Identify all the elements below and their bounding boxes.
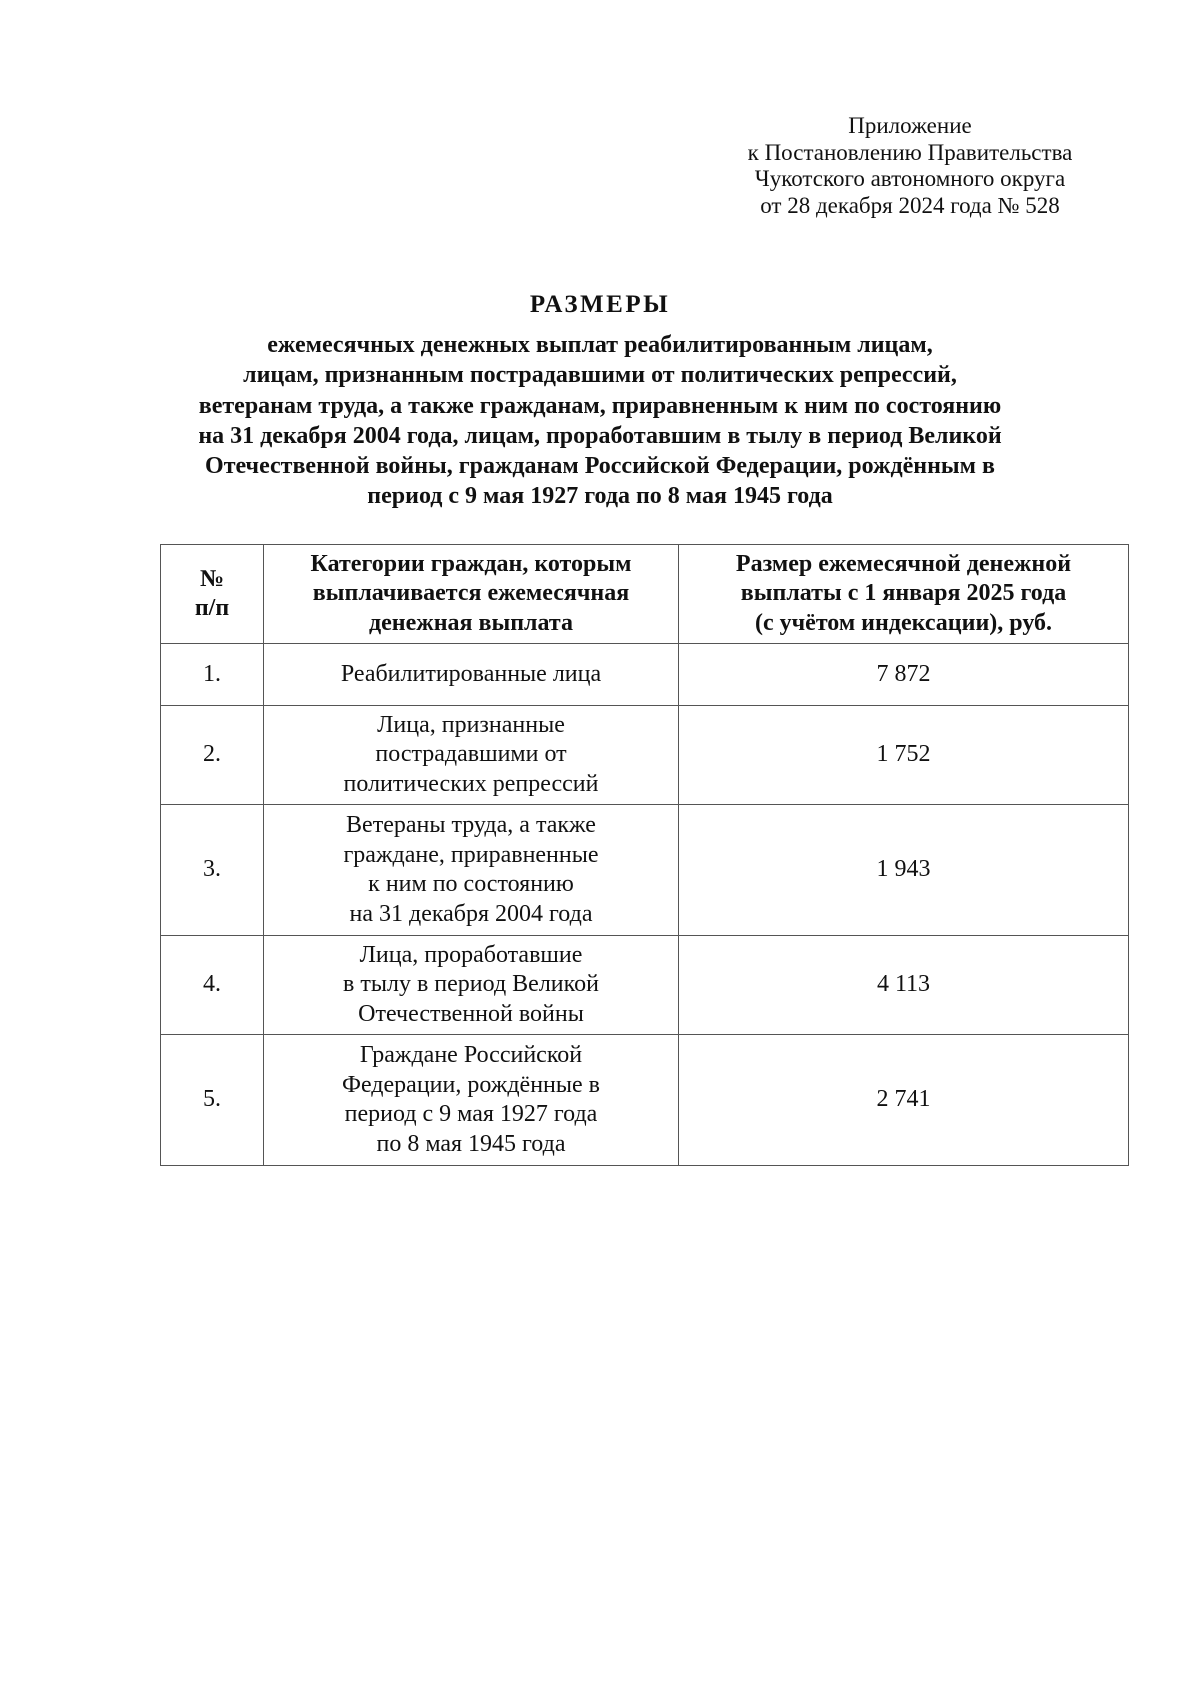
- document-subtitle: [120, 330, 1080, 512]
- row-number: 1.: [161, 644, 264, 706]
- row-amount: 1 752: [679, 706, 1129, 805]
- category-line: Лица, проработавшие: [359, 941, 583, 968]
- row-number: 5.: [161, 1035, 264, 1166]
- category-line: политических репрессий: [343, 770, 599, 797]
- table-row: [161, 936, 1129, 1035]
- row-amount: 7 872: [679, 644, 1129, 706]
- subtitle-line: период с 9 мая 1927 года по 8 мая 1945 года: [367, 483, 833, 510]
- category-line: граждане, приравненные: [343, 841, 599, 868]
- header-line: выплачивается ежемесячная: [312, 580, 630, 607]
- table-row: [161, 706, 1129, 805]
- subtitle-line: лицам, признанным пострадавшими от политических репрессий,: [243, 362, 957, 389]
- row-category: [264, 1035, 679, 1166]
- category-line: Ветераны труда, а также: [346, 812, 596, 838]
- row-category: [264, 644, 679, 706]
- row-number: 2.: [161, 706, 264, 805]
- category-line: Отечественной войны: [358, 1000, 584, 1027]
- row-category: [264, 805, 679, 936]
- category-line: Лица, признанные: [377, 711, 565, 738]
- annex-line: Чукотского автономного округа: [754, 166, 1066, 191]
- table-row: [161, 1035, 1129, 1166]
- annex-block: [720, 113, 1100, 219]
- header-line: выплаты с 1 января 2025 года: [740, 580, 1067, 607]
- annex-line: от 28 декабря 2024 года № 528: [760, 192, 1060, 218]
- row-category: [264, 706, 679, 805]
- category-line: на 31 декабря 2004 года: [349, 900, 593, 927]
- category-line: Федерации, рождённые в: [342, 1071, 600, 1098]
- subtitle-line: ветеранам труда, а также гражданам, приравненным к ним по состоянию: [198, 392, 1002, 419]
- row-amount: 4 113: [679, 936, 1129, 1035]
- category-line: по 8 мая 1945 года: [376, 1130, 566, 1157]
- header-line: Размер ежемесячной денежной: [735, 550, 1072, 577]
- subtitle-line: Отечественной войны, гражданам Российской Федерации, рождённым в: [205, 453, 995, 480]
- row-number: 4.: [161, 936, 264, 1035]
- payments-table: [160, 544, 1129, 1166]
- header-amount: [679, 545, 1129, 644]
- row-number: 3.: [161, 805, 264, 936]
- header-line: (с учётом индексации), руб.: [754, 609, 1052, 636]
- table-row: [161, 644, 1129, 706]
- annex-line: Приложение: [848, 113, 972, 138]
- header-number: [161, 545, 264, 644]
- header-line: денежная выплата: [369, 609, 573, 636]
- category-line: период с 9 мая 1927 года: [344, 1101, 598, 1127]
- category-line: Граждане Российской: [359, 1042, 583, 1068]
- header-line: Категории граждан, которым: [310, 550, 632, 577]
- subtitle-line: на 31 декабря 2004 года, лицам, проработавшим в тылу в период Великой: [198, 422, 1002, 449]
- category-line: пострадавшими от: [375, 741, 567, 768]
- header-category: [264, 545, 679, 644]
- document-title: РАЗМЕРЫ: [529, 291, 671, 318]
- annex-line: к Постановлению Правительства: [747, 139, 1073, 165]
- table-header-row: [161, 545, 1129, 644]
- category-line: Реабилитированные лица: [340, 660, 602, 687]
- category-line: к ним по состоянию: [368, 871, 574, 897]
- row-amount: 1 943: [679, 805, 1129, 936]
- header-line: п/п: [194, 595, 230, 621]
- table-row: [161, 805, 1129, 936]
- row-amount: 2 741: [679, 1035, 1129, 1166]
- subtitle-line: ежемесячных денежных выплат реабилитированным лицам,: [267, 332, 933, 358]
- category-line: в тылу в период Великой: [343, 971, 599, 998]
- header-line: №: [199, 565, 225, 592]
- row-category: [264, 936, 679, 1035]
